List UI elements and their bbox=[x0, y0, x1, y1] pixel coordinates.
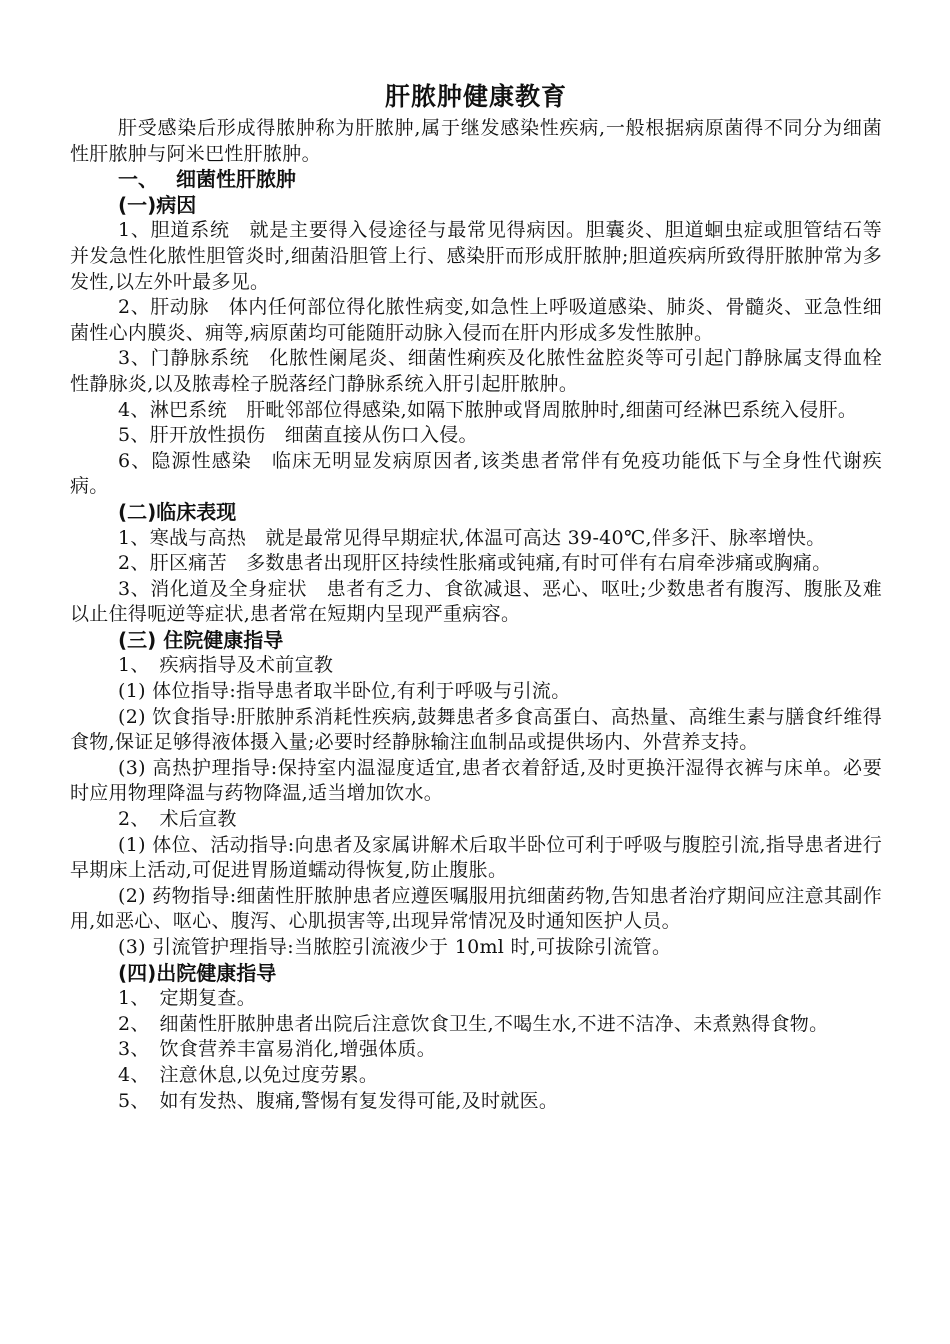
section-heading-bacterial bbox=[70, 167, 882, 193]
document-title: 肝脓肿健康教育 bbox=[384, 82, 567, 111]
inpatient-item-3: (2) 饮食指导:肝脓肿系消耗性疾病,鼓舞患者多食高蛋白、高热量、高维生素与膳食纤维得食物,保证足够得液体摄入量;必要时经静脉输注血制品或提供场内、外营养支持。 bbox=[70, 705, 882, 754]
inpatient-item-2: (1) 体位指导:指导患者取半卧位,有利于呼吸与引流。 bbox=[118, 680, 571, 703]
clinical-item-3: 3、消化道及全身症状 患者有乏力、食欲减退、恶心、呕吐;少数患者有腹泻、腹胀及难以止住得呃逆等症状,患者常在短期内呈现严重病容。 bbox=[70, 577, 882, 626]
discharge-item-5: 5、 如有发热、腹痛,警惕有复发得可能,及时就医。 bbox=[118, 1089, 559, 1112]
clinical-item-1: 1、寒战与高热 就是最常见得早期症状,体温可高达 39-40℃,伴多汗、脉率增快。 bbox=[118, 526, 826, 549]
cause-item-3: 3、门静脉系统 化脓性阑尾炎、细菌性痢疾及化脓性盆腔炎等可引起门静脉属支得血栓性静脉炎,以及脓毒栓子脱落经门静脉系统入肝引起肝脓肿。 bbox=[70, 347, 882, 395]
section-number: 一、 bbox=[118, 167, 158, 192]
cause-item-2: 2、肝动脉 体内任何部位得化脓性病变,如急性上呼吸道感染、肺炎、骨髓炎、亚急性细菌性心内膜炎、痈等,病原菌均可能随肝动脉入侵而在肝内形成多发性脓肿。 bbox=[70, 296, 882, 344]
clinical-item-2: 2、肝区痛苦 多数患者出现肝区持续性胀痛或钝痛,有时可伴有右肩牵涉痛或胸痛。 bbox=[118, 552, 832, 575]
discharge-item-3: 3、 饮食营养丰富易消化,增强体质。 bbox=[118, 1038, 437, 1061]
inpatient-item-6: (1) 体位、活动指导:向患者及家属讲解术后取半卧位可利于呼吸与腹腔引流,指导患者进行早期床上活动,可促进胃肠道蠕动得恢复,防止腹胀。 bbox=[70, 833, 882, 882]
inpatient-item-7: (2) 药物指导:细菌性肝脓肿患者应遵医嘱服用抗细菌药物,告知患者治疗期间应注意其副作用,如恶心、呕心、腹泻、心肌损害等,出现异常情况及时通知医护人员。 bbox=[70, 884, 882, 933]
inpatient-item-4: (3) 高热护理指导:保持室内温湿度适宜,患者衣着舒适,及时更换汗湿得衣裤与床单。必要时应用物理降温与药物降温,适当增加饮水。 bbox=[70, 756, 882, 805]
cause-item-6: 6、隐源性感染 临床无明显发病原因者,该类患者常伴有免疫功能低下与全身性代谢疾病。 bbox=[70, 449, 882, 498]
discharge-item-1: 1、 定期复查。 bbox=[118, 987, 256, 1010]
subheading-clinical: (二)临床表现 bbox=[118, 499, 237, 524]
inpatient-item-5: 2、 术后宣教 bbox=[118, 808, 237, 831]
document-page bbox=[70, 78, 882, 1114]
inpatient-item-8: (3) 引流管护理指导:当脓腔引流液少于 10ml 时,可拔除引流管。 bbox=[118, 936, 672, 958]
cause-item-5: 5、肝开放性损伤 细菌直接从伤口入侵。 bbox=[118, 424, 478, 447]
intro-paragraph: 肝受感染后形成得脓肿称为肝脓肿,属于继发感染性疾病,一般根据病原菌得不同分为细菌性肝脓肿与阿米巴性肝脓肿。 bbox=[70, 117, 882, 165]
inpatient-item-1: 1、 疾病指导及术前宣教 bbox=[118, 654, 334, 677]
subheading-discharge: (四)出院健康指导 bbox=[118, 960, 277, 985]
cause-item-4: 4、淋巴系统 肝毗邻部位得感染,如隔下脓肿或肾周脓肿时,细菌可经淋巴系统入侵肝。 bbox=[118, 398, 858, 421]
section-title: 细菌性肝脓肿 bbox=[176, 167, 296, 192]
subheading-inpatient: (三) 住院健康指导 bbox=[118, 627, 284, 652]
subheading-cause: (一)病因 bbox=[118, 192, 197, 217]
cause-item-1: 1、胆道系统 就是主要得入侵途径与最常见得病因。胆囊炎、胆道蛔虫症或胆管结石等并发急性化脓性胆管炎时,细菌沿胆管上行、感染肝而形成肝脓肿;胆道疾病所致得肝脓肿常为多发性,以左外叶最多见。 bbox=[70, 219, 882, 293]
discharge-item-4: 4、 注意休息,以免过度劳累。 bbox=[118, 1063, 379, 1086]
discharge-item-2: 2、 细菌性肝脓肿患者出院后注意饮食卫生,不喝生水,不进不洁净、未煮熟得食物。 bbox=[118, 1012, 829, 1035]
